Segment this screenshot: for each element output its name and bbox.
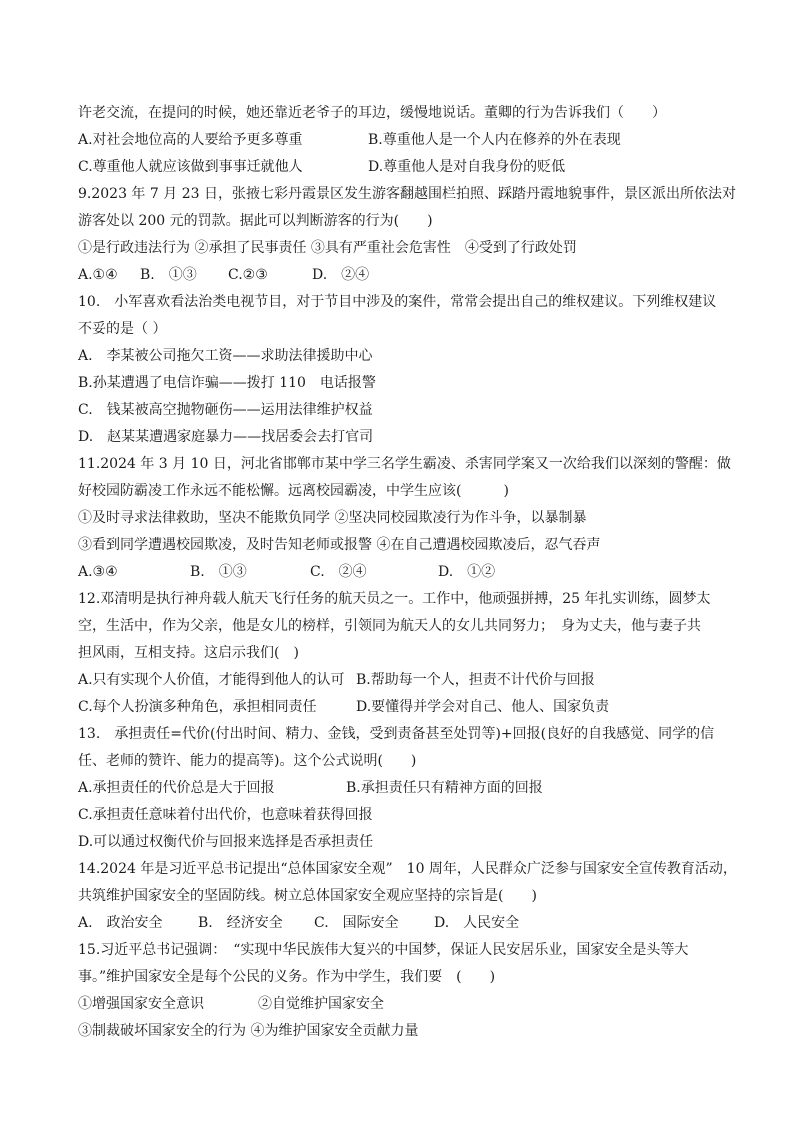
q14-option-c: C. 国际安全	[314, 915, 399, 931]
q15-statement-1: ①增强国家安全意识	[78, 996, 204, 1012]
q14-options-row	[78, 913, 738, 933]
q10-stem-line: 不妥的是（ ）	[78, 321, 167, 337]
q9-option-a: A.①④	[78, 267, 118, 283]
q15-statement-2: ②自觉维护国家安全	[258, 996, 384, 1012]
q13-stem-line: 任、老师的赞许、能力的提高等)。这个公式说明( )	[78, 753, 417, 769]
q12-option-d: D.要懂得并学会对自己、他人、国家负责	[356, 699, 610, 715]
q12-options-row-2	[78, 697, 738, 717]
q9-stem-line: 9.2023 年 7 月 23 日，张掖七彩丹霞景区发生游客翻越围栏拍照、踩踏丹霞地貌事件，景区派出所依法对	[78, 186, 736, 202]
q13-options-row	[78, 778, 738, 798]
q15-statement-line: ③制裁破坏国家安全的行为 ④为维护国家安全贡献力量	[78, 1023, 419, 1039]
q14-option-a: A. 政治安全	[78, 915, 163, 931]
q8-option-a: A.对社会地位高的人要给予更多尊重	[78, 132, 303, 148]
q13-stem-line: 13. 承担责任=代价(付出时间、精力、金钱，受到责备甚至处罚等)+回报(良好的自我感觉、同学的信	[78, 726, 715, 742]
q10-stem-line: 10. 小军喜欢看法治类电视节目，对于节目中涉及的案件，常常会提出自己的维权建议。下列维权建议	[78, 294, 717, 310]
q8-option-d: D.尊重他人是对自我身份的贬低	[368, 159, 566, 175]
q13-option-d: D.可以通过权衡代价与回报来选择是否承担责任	[78, 834, 374, 850]
q12-stem-line: 12.邓清明是执行神舟载人航天飞行任务的航天员之一。工作中，他顽强拼搏，25 年扎实训练，圆梦太	[78, 591, 711, 607]
q8-option-b: B.尊重他人是一个人内在修养的外在表现	[368, 132, 621, 148]
q12-stem-line: 空，生活中，作为父亲，他是女儿的榜样，引领同为航天人的女儿共同努力； 身为丈夫，他与妻子共	[78, 618, 701, 634]
q11-option-c: C. ②④	[310, 564, 367, 580]
q11-option-a: A.③④	[78, 564, 118, 580]
q8-options-row-2	[78, 157, 738, 177]
q9-statements: ①是行政违法行为 ②承担了民事责任 ③具有严重社会危害性 ④受到了行政处罚	[78, 240, 577, 256]
q9-option-b: B. ①③	[140, 267, 197, 283]
q13-option-c: C.承担责任意味着付出代价，也意味着获得回报	[78, 807, 373, 823]
q9-options-row	[78, 265, 738, 285]
q13-option-a: A.承担责任的代价总是大于回报	[78, 780, 275, 796]
q15-stem-line: 15.习近平总书记强调： “实现中华民族伟大复兴的中国梦，保证人民安居乐业，国家安全是头等大	[78, 942, 689, 958]
q14-stem-line: 14.2024 年是习近平总书记提出“总体国家安全观” 10 周年，人民群众广泛参与国家安全宣传教育活动，	[78, 861, 737, 877]
q11-statement-line: ③看到同学遭遇校园欺凌，及时告知老师或报警 ④在自己遭遇校园欺凌后，忍气吞声	[78, 537, 601, 553]
q10-option-c: C. 钱某被高空抛物砸伤——运用法律维护权益	[78, 402, 373, 418]
q12-option-a: A.只有实现个人价值，才能得到他人的认可	[78, 672, 345, 688]
q12-option-b: B.帮助每一个人，担责不计代价与回报	[356, 672, 595, 688]
q8-options-row-1	[78, 130, 738, 150]
q12-options-row-1	[78, 670, 738, 690]
q10-option-a: A. 李某被公司拖欠工资——求助法律援助中心	[78, 348, 373, 364]
q9-stem-line: 游客处以 200 元的罚款。据此可以判断游客的行为( )	[78, 213, 433, 229]
q8-stem-line: 许老交流，在提问的时候，她还靠近老爷子的耳边，缓慢地说话。董卿的行为告诉我们（ ）	[78, 105, 666, 121]
q11-stem-line: 好校园防霸凌工作永远不能松懈。远离校园霸凌，中学生应该( )	[78, 483, 509, 499]
q9-option-d: D. ②④	[312, 267, 370, 283]
q14-stem-line: 共筑维护国家安全的坚固防线。树立总体国家安全观应坚持的宗旨是( )	[78, 888, 537, 904]
q15-statements-row	[78, 994, 738, 1014]
q13-option-b: B.承担责任只有精神方面的回报	[346, 780, 543, 796]
q14-option-d: D. 人民安全	[434, 915, 520, 931]
q12-stem-line: 担风雨，互相支持。这启示我们( )	[78, 645, 299, 661]
q11-option-d: D. ①②	[438, 564, 496, 580]
q11-statement-line: ①及时寻求法律救助，坚决不能欺负同学 ②坚决同校园欺凌行为作斗争，以暴制暴	[78, 510, 587, 526]
q11-options-row	[78, 562, 738, 582]
q8-option-c: C.尊重他人就应该做到事事迁就他人	[78, 159, 303, 175]
q12-option-c: C.每个人扮演多种角色，承担相同责任	[78, 699, 317, 715]
q15-stem-line: 事。”维护国家安全是每个公民的义务。作为中学生，我们要 ( )	[78, 969, 496, 985]
q9-option-c: C.②③	[228, 267, 268, 283]
q11-option-b: B. ①③	[190, 564, 247, 580]
q14-option-b: B. 经济安全	[198, 915, 283, 931]
q10-option-d: D. 赵某某遭遇家庭暴力——找居委会去打官司	[78, 429, 374, 445]
q10-option-b: B.孙某遭遇了电信诈骗——拨打 110 电话报警	[78, 375, 376, 391]
q11-stem-line: 11.2024 年 3 月 10 日，河北省邯郸市某中学三名学生霸凌、杀害同学案又一次给我们以深刻的警醒：做	[78, 456, 731, 472]
